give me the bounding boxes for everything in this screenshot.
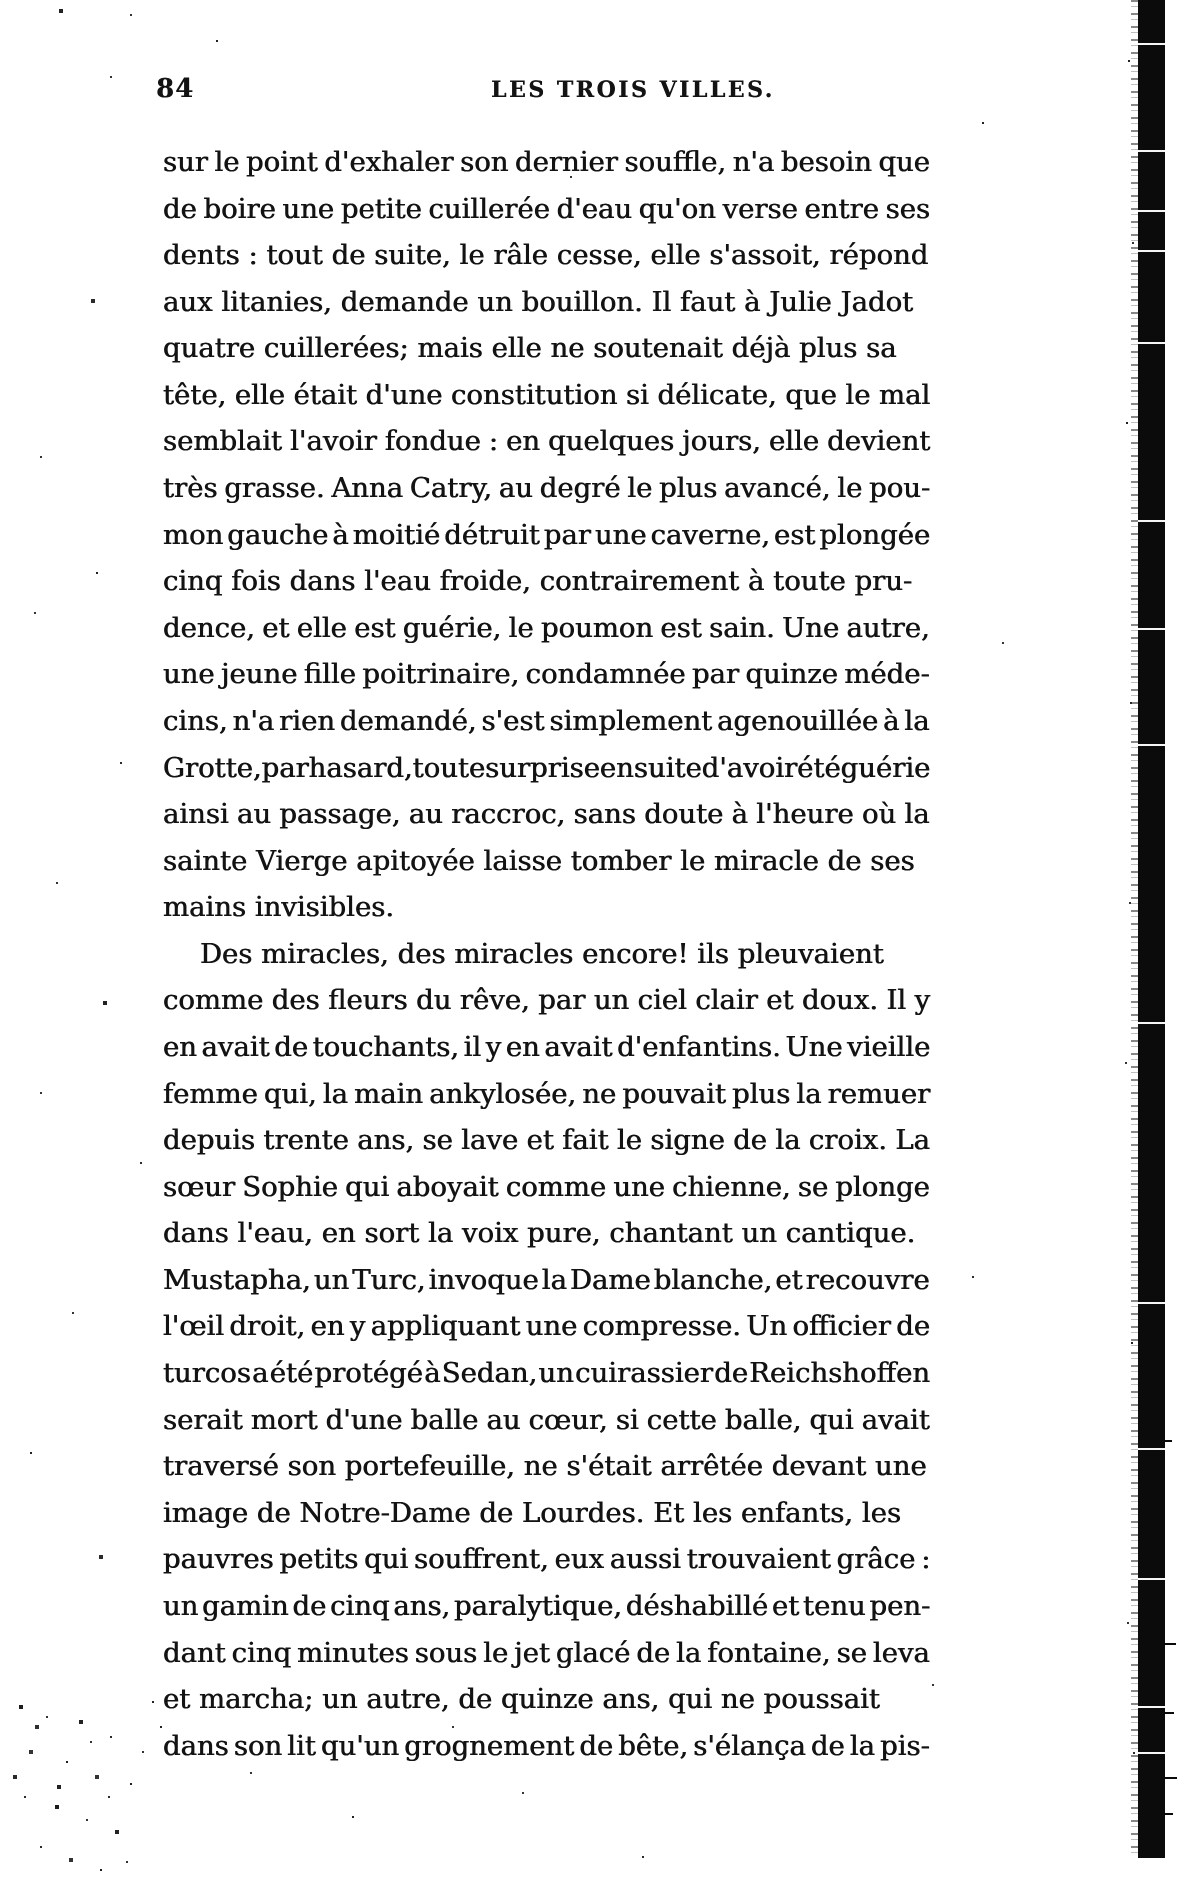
- text-line: en avait de touchants, il y en avait d'enfantins. Une vieille: [163, 1030, 931, 1063]
- text-line: très grasse. Anna Catry, au degré le plus avancé, le pou-: [163, 472, 931, 505]
- text-line: femme qui, la main ankylosée, ne pouvait plus la remuer: [163, 1077, 931, 1110]
- text-line: serait mort d'une balle au cœur, si cette balle, qui avait: [163, 1403, 930, 1436]
- text-line: cinq fois dans l'eau froide, contrairement à toute pru-: [163, 565, 913, 598]
- band-tick: [1165, 1813, 1173, 1815]
- band-tick: [1165, 1777, 1177, 1779]
- text-line: depuis trente ans, se lave et fait le signe de la croix. La: [163, 1124, 931, 1157]
- text-line: sur le point d'exhaler son dernier souffle, n'a besoin que: [163, 146, 931, 178]
- page-number: 84: [156, 74, 195, 104]
- text-line: dans l'eau, en sort la voix pure, chantant un cantique.: [163, 1217, 916, 1250]
- text-line: turcos a été protégé à Sedan, un cuirassier de Reichshoffen: [163, 1357, 931, 1390]
- text-line: mon gauche à moitié détruit par une caverne, est plongée: [163, 518, 931, 551]
- text-line: mains invisibles.: [163, 891, 395, 924]
- text-line: comme des fleurs du rêve, par un ciel clair et doux. Il y: [163, 984, 931, 1017]
- text-line: une jeune fille poitrinaire, condamnée par quinze méde-: [163, 658, 930, 691]
- text-line: un gamin de cinq ans, paralytique, déshabillé et tenu pen-: [163, 1589, 931, 1622]
- text-line: pauvres petits qui souffrent, eux aussi trouvaient grâce :: [163, 1543, 931, 1576]
- text-line: image de Notre-Dame de Lourdes. Et les enfants, les: [163, 1496, 902, 1529]
- band-tick: [1165, 1712, 1174, 1714]
- text-line: dence, et elle est guérie, le poumon est sain. Une autre,: [163, 611, 930, 644]
- text-line: de boire une petite cuillerée d'eau qu'on verse entre ses: [163, 192, 931, 225]
- text-line: traversé son portefeuille, ne s'était arrêtée devant une: [163, 1450, 927, 1483]
- text-line: Des miracles, des miracles encore! ils pleuvaient: [200, 937, 884, 970]
- text-line: ainsi au passage, au raccroc, sans doute à l'heure où la: [163, 798, 930, 831]
- band-tick: [1165, 1440, 1172, 1442]
- text-line: dant cinq minutes sous le jet glacé de la fontaine, se leva: [163, 1636, 930, 1669]
- text-line: dents : tout de suite, le râle cesse, elle s'assoit, répond: [163, 239, 929, 272]
- scan-noise: [0, 0, 2, 2]
- body-text: [163, 139, 930, 1769]
- text-line: sœur Sophie qui aboyait comme une chienne, se plonge: [163, 1170, 930, 1203]
- text-line: l'œil droit, en y appliquant une compresse. Un officier de: [163, 1310, 931, 1343]
- text-line: sainte Vierge apitoyée laisse tomber le miracle de ses: [163, 844, 915, 877]
- text-line: tête, elle était d'une constitution si délicate, que le mal: [163, 378, 931, 411]
- text-line: aux litanies, demande un bouillon. Il faut à Julie Jadot: [163, 285, 914, 318]
- text-line: et marcha; un autre, de quinze ans, qui ne poussait: [163, 1683, 880, 1716]
- text-line: Mustapha, un Turc, invoque la Dame blanche, et recouvre: [163, 1263, 930, 1296]
- band-tick: [1165, 1643, 1176, 1645]
- text-line: dans son lit qu'un grognement de bête, s'élança de la pis-: [163, 1729, 930, 1762]
- running-title: LES TROIS VILLES.: [491, 77, 775, 103]
- text-line: cins, n'a rien demandé, s'est simplement agenouillée à la: [163, 704, 930, 737]
- text-line: semblait l'avoir fondue : en quelques jours, elle devient: [163, 425, 931, 458]
- text-line: quatre cuillerées; mais elle ne soutenait déjà plus sa: [163, 332, 897, 365]
- scan-gutter-band: [1138, 0, 1165, 1858]
- text-line: Grotte, par hasard, toute surprise ensuite d'avoir été guérie: [163, 751, 931, 784]
